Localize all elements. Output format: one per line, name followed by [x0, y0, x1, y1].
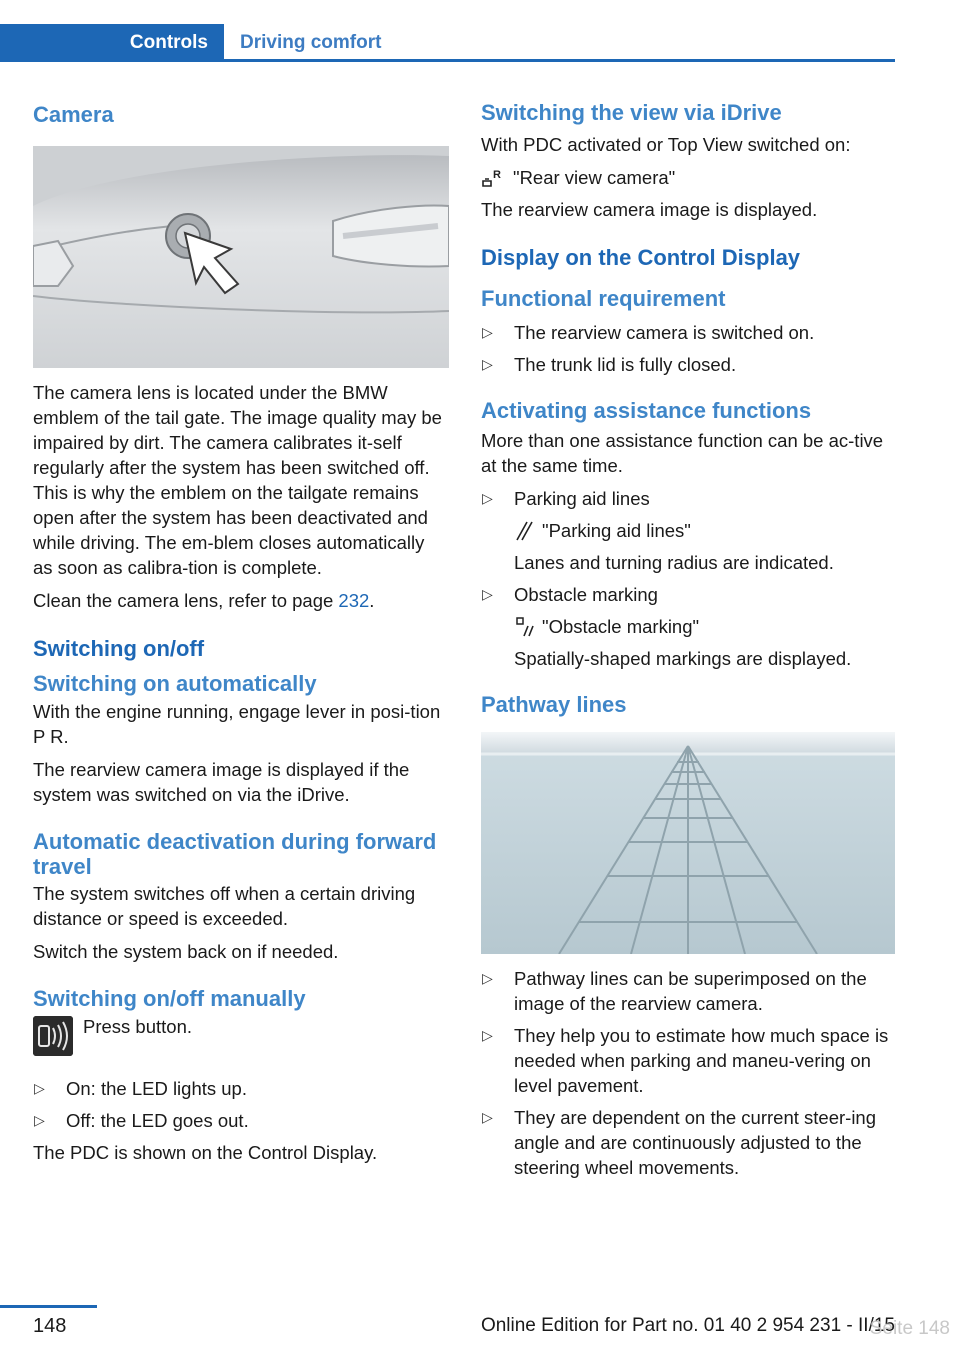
clean-text-period: .	[369, 590, 375, 611]
list-item: ▷ The trunk lid is fully closed.	[481, 352, 895, 377]
edition-text: Online Edition for Part no. 01 40 2 954 231 - II/15	[480, 1315, 895, 1336]
led-bullets	[33, 1076, 449, 1133]
pathway-heading: Pathway lines	[481, 692, 627, 717]
obstacle-desc: Spatially-shaped markings are displayed.	[514, 648, 852, 669]
camera-heading: Camera	[33, 102, 114, 127]
svg-text:R: R	[493, 168, 501, 181]
footer-rule	[0, 1305, 97, 1308]
parking-menu-line	[514, 518, 895, 543]
page-number: 148	[33, 1315, 67, 1337]
page-link[interactable]: 232	[338, 590, 370, 611]
func-req-bullets	[481, 320, 895, 377]
header-rule	[0, 59, 895, 62]
obstacle-menu-item[interactable]: "Obstacle marking"	[542, 616, 700, 637]
auto-off-heading: Automatic deactivation during forward travel	[33, 829, 437, 879]
clean-text-prefix: Clean the camera lens, refer to page	[33, 590, 339, 611]
parking-title: ▷ Parking aid lines	[514, 488, 650, 509]
auto-off-text-2: Switch the system back on if needed.	[33, 941, 339, 962]
manual-heading: Switching on/off manually	[33, 986, 306, 1011]
pdc-text: The PDC is shown on the Control Display.	[33, 1142, 378, 1163]
rear-view-menu-line	[481, 165, 895, 190]
assist-text: More than one assistance function can be ac-tive at the same time.	[481, 430, 884, 476]
auto-off-text-1: The system switches off when a certain driving distance or speed is exceeded.	[33, 883, 416, 929]
rear-camera-icon	[481, 167, 505, 189]
rear-view-result: The rearview camera image is displayed.	[481, 199, 818, 220]
pathway-bullets	[481, 966, 895, 1180]
parking-desc: Lanes and turning radius are indicated.	[514, 552, 834, 573]
tab-driving-comfort[interactable]: Driving comfort	[240, 32, 382, 53]
list-item: ▷ They help you to estimate how much space is needed when parking and maneu-vering on level pavement.	[481, 1023, 895, 1098]
list-item	[481, 486, 895, 575]
rear-view-menu-item[interactable]: "Rear view camera"	[513, 167, 676, 188]
left-column	[33, 100, 449, 1173]
press-button-text: Press button.	[83, 1016, 193, 1037]
page-header	[0, 24, 895, 62]
display-heading: Display on the Control Display	[481, 245, 801, 270]
right-column	[481, 100, 895, 1187]
auto-on-text-2: The rearview camera image is displayed if the system was switched on via the iDrive.	[33, 759, 410, 805]
idrive-heading: Switching the view via iDrive	[481, 100, 782, 125]
camera-text: The camera lens is located under the BMW emblem of the tail gate. The image quality may be impaired by dirt. The camera calibrates it-self regularly after the system has been switched off. This is why the emblem on the tailgate remains open after the system has been deactivated and while driving. The em-blem closes automatically as soon as calibra-tion is complete.	[33, 382, 442, 578]
switching-heading: Switching on/off	[33, 636, 205, 661]
camera-location-image	[33, 146, 449, 368]
obstacle-menu-line	[514, 614, 895, 639]
list-item: ▷ Pathway lines can be superimposed on the image of the rearview camera.	[481, 966, 895, 1016]
list-item: ▷ The rearview camera is switched on.	[481, 320, 895, 345]
auto-on-heading: Switching on automatically	[33, 671, 317, 696]
assist-bullets	[481, 486, 895, 671]
list-item: ▷ On: the LED lights up.	[33, 1076, 449, 1101]
watermark: Seite 148	[869, 1318, 950, 1339]
pdc-button-row	[33, 1016, 449, 1056]
clean-text	[33, 588, 449, 613]
pdc-button-icon[interactable]	[33, 1016, 73, 1056]
list-item: ▷ Off: the LED goes out.	[33, 1108, 449, 1133]
idrive-text: With PDC activated or Top View switched on:	[481, 134, 851, 155]
obstacle-marking-icon	[514, 616, 534, 638]
list-item	[481, 582, 895, 671]
auto-on-text-1: With the engine running, engage lever in posi-tion P R.	[33, 701, 441, 747]
parking-menu-item[interactable]: "Parking aid lines"	[542, 520, 691, 541]
assist-heading: Activating assistance functions	[481, 398, 812, 423]
obstacle-title: ▷ Obstacle marking	[514, 584, 658, 605]
tab-controls[interactable]: Controls	[0, 24, 224, 62]
list-item: ▷ They are dependent on the current steer-ing angle and are continuously adjusted to the steering wheel movements.	[481, 1105, 895, 1180]
pathway-lines-image	[481, 732, 895, 954]
func-req-heading: Functional requirement	[481, 286, 726, 311]
parking-lines-icon	[514, 520, 534, 542]
